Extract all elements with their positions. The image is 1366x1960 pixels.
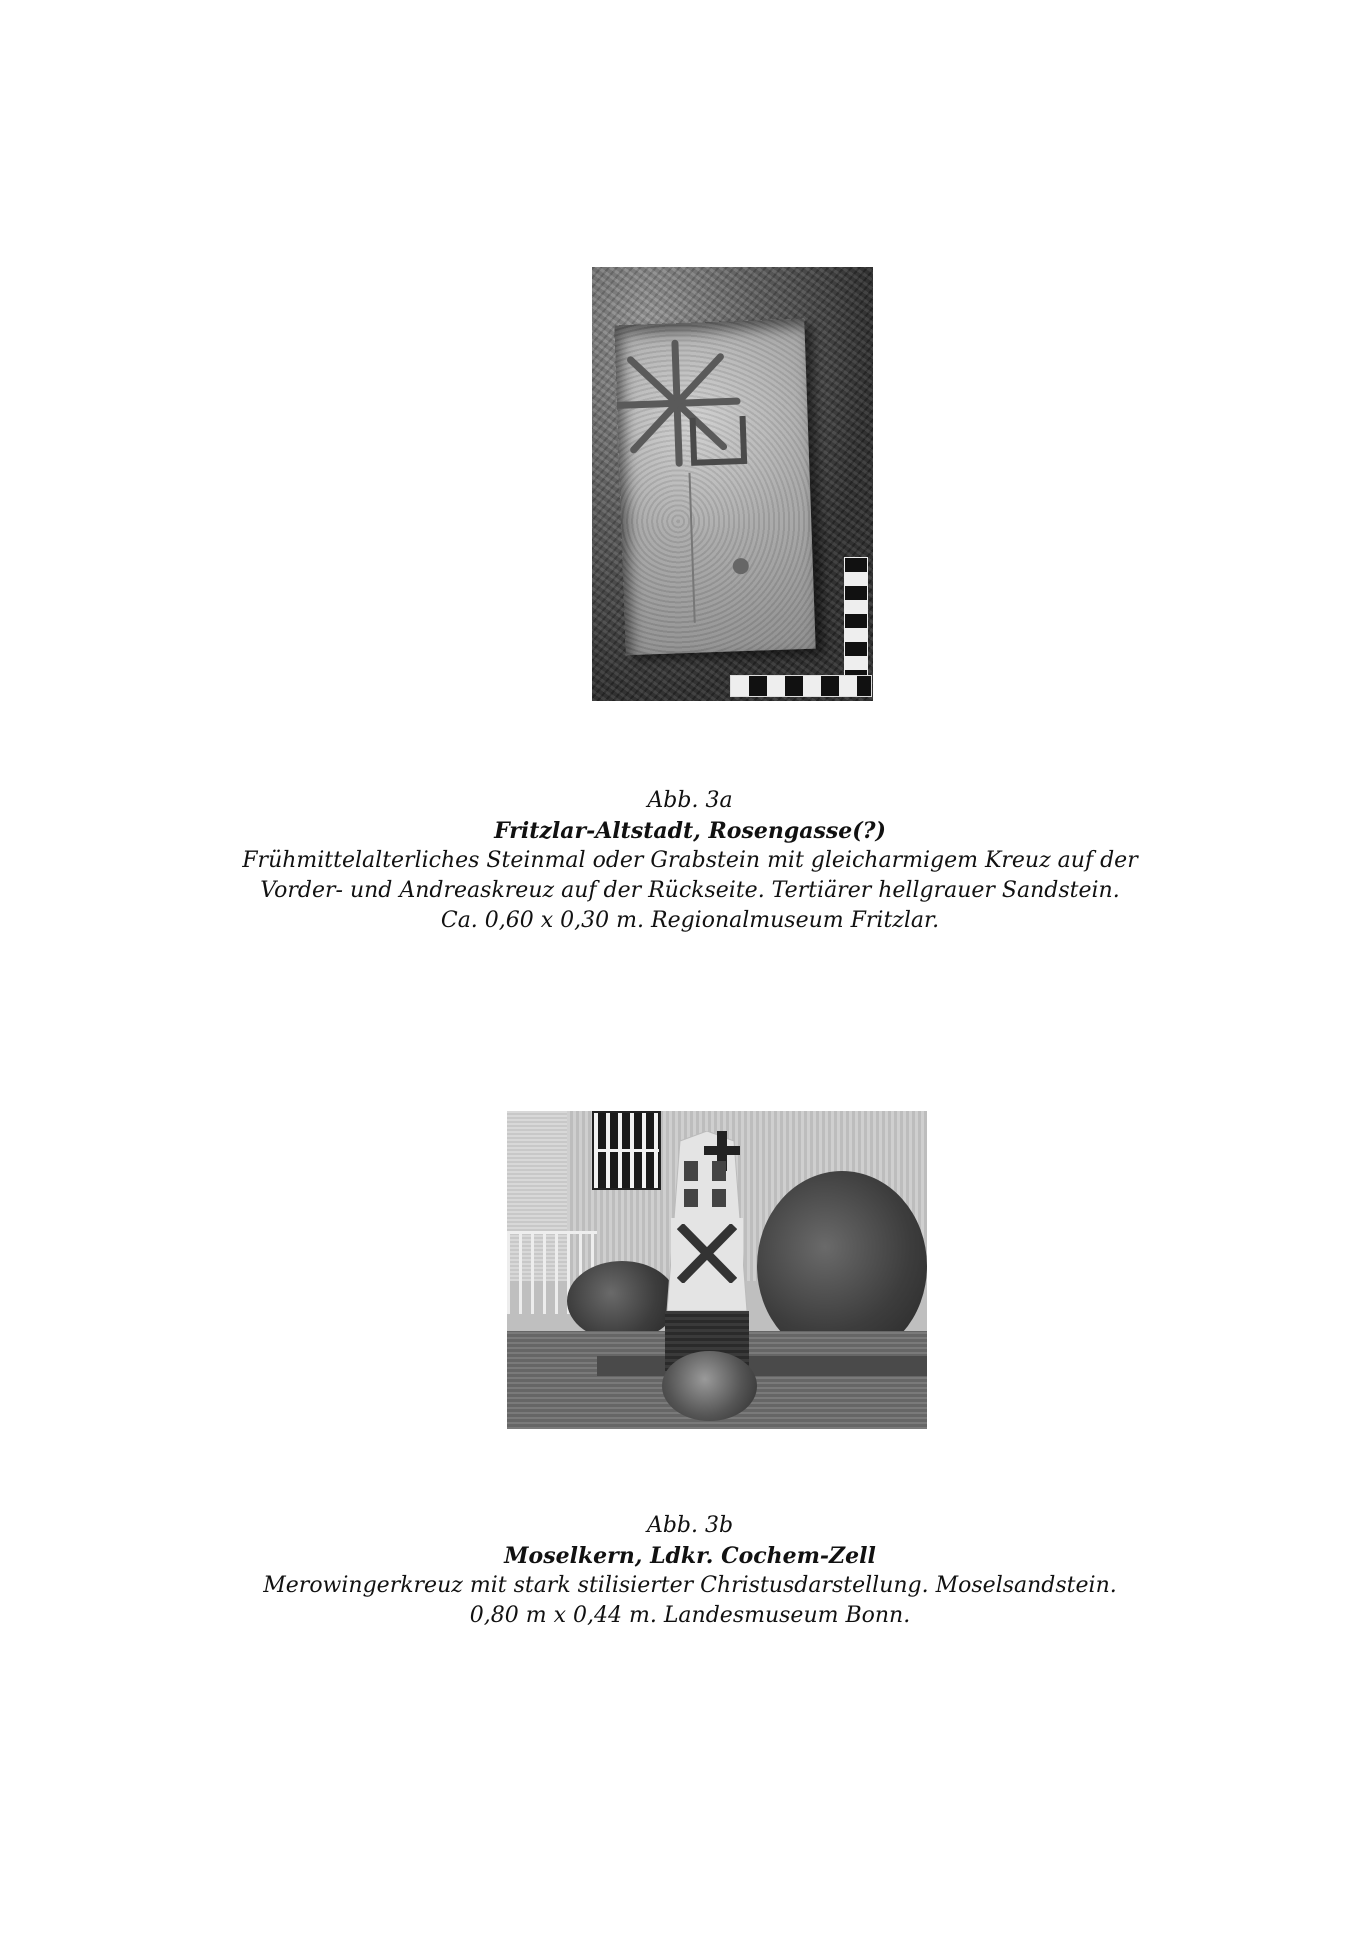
caption-figure-3a [160, 786, 1220, 936]
merovingian-cross-monument [662, 1131, 752, 1311]
figure-description-line: 0,80 m x 0,44 m. Landesmuseum Bonn. [469, 1603, 911, 1628]
barred-window [592, 1111, 661, 1190]
carved-cross-graphic [614, 319, 815, 655]
figure-label: Abb. 3b [646, 1513, 734, 1538]
shrub [567, 1261, 677, 1341]
figure-label: Abb. 3a [647, 788, 733, 813]
figure-place: Moselkern, Ldkr. Cochem-Zell [504, 1543, 876, 1569]
figure-3b-photo [507, 1111, 927, 1429]
grave-border [597, 1356, 927, 1376]
figure-description-line: Merowingerkreuz mit stark stilisierter Christusdarstellung. Moselsandstein. [263, 1573, 1117, 1598]
measuring-scale-horizontal [730, 675, 872, 697]
figure-description-line: Vorder- und Andreaskreuz auf der Rückseite. Tertiärer hellgrauer Sandstein. [260, 878, 1120, 903]
front-bush [662, 1351, 757, 1421]
figure-3a-photo [592, 267, 873, 701]
figure-description-line: Frühmittelalterliches Steinmal oder Grabstein mit gleicharmigem Kreuz auf der [242, 848, 1138, 873]
figure-place: Fritzlar-Altstadt, Rosengasse(?) [494, 818, 886, 844]
caption-figure-3b [160, 1511, 1220, 1631]
measuring-scale-vertical [844, 557, 868, 679]
figure-description-line: Ca. 0,60 x 0,30 m. Regionalmuseum Fritzlar. [440, 908, 940, 933]
